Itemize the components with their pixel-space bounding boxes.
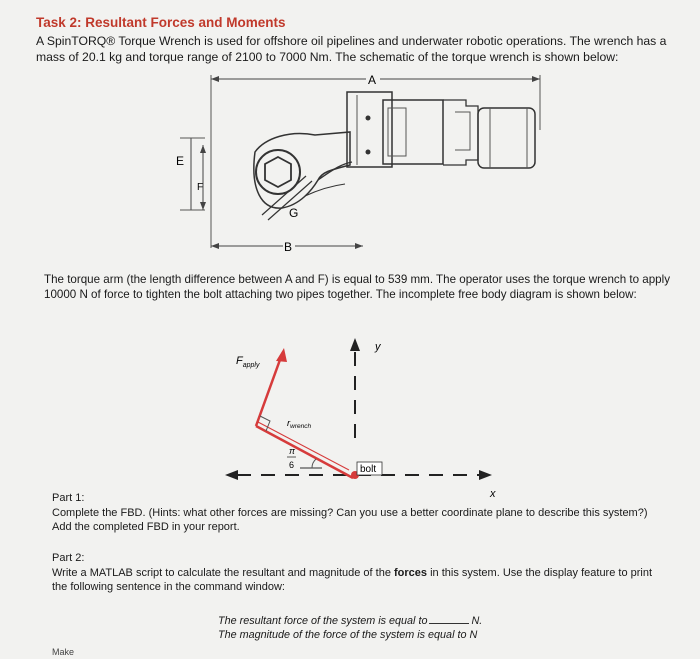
f-apply-arrow [276,348,287,362]
part2-text: Write a MATLAB script to calculate the resultant and magnitude of the forces in this system. Use the display feature to print the following sentence in the command window: [52,567,653,593]
y-axis-arrow [350,338,360,351]
x-axis-arrow-left [225,470,238,480]
cut-off-text: Make [52,647,75,657]
f-apply-label: $F_{apply}$ [236,355,260,369]
part2-heading: Part 2: [52,552,85,564]
x-axis-arrow-right [479,470,492,480]
wrench-motor [478,108,535,168]
free-body-diagram [0,330,700,500]
intro-paragraph: A SpinTORQ® Torque Wrench is used for offshore oil pipelines and underwater robotic operations. The wrench has a mass of 20.1 kg and torque range of 2100 to 7000 Nm. The schematic of the torque wrench is shown below: [36,34,667,64]
dimension-b-arrow-left [211,243,219,249]
x-axis-label: x [490,488,496,500]
f-apply-vector [256,357,281,426]
answer-blank [429,614,469,624]
label-b: B [284,240,293,254]
result-line-2: The magnitude of the force of the system is equal to N [218,629,478,641]
label-f: F [197,182,204,193]
dimension-a-arrow-right [532,76,540,82]
label-g: G [289,206,299,220]
bolt-label: bolt [360,464,377,475]
angle-numerator: π [289,446,296,456]
angle-denominator: 6 [289,460,295,470]
torque-arm-paragraph: The torque arm (the length difference between A and F) is equal to 539 mm. The operator uses the torque wrench to apply 10000 N of force to tighten the bolt attaching two pipes together. The incomplete free body diagram is shown below: [44,273,671,301]
wrench-hex [265,157,291,187]
task-title: Task 2: Resultant Forces and Moments [36,15,286,30]
y-axis-label: y [375,341,381,353]
angle-arc [312,459,316,468]
dimension-b-arrow-right [355,243,363,249]
part1-text: Complete the FBD. (Hints: what other forces are missing? Can you use a better coordinate plane to describe this system?) Add the completed FBD in your report. [52,507,648,533]
wrench-schematic [0,0,700,270]
wrench-housing [347,92,392,167]
part1-heading: Part 1: [52,492,85,504]
wrench-arm-line [256,426,353,478]
label-a: A [368,73,377,87]
label-e: E [176,154,185,168]
result-sentences [218,614,482,642]
result-line-1: The resultant force of the system is equal to N. [218,615,483,627]
dimension-a-arrow-left [211,76,219,82]
wrench-arm [254,132,350,208]
r-wrench-label: $r_{wrench}$ [287,418,312,430]
